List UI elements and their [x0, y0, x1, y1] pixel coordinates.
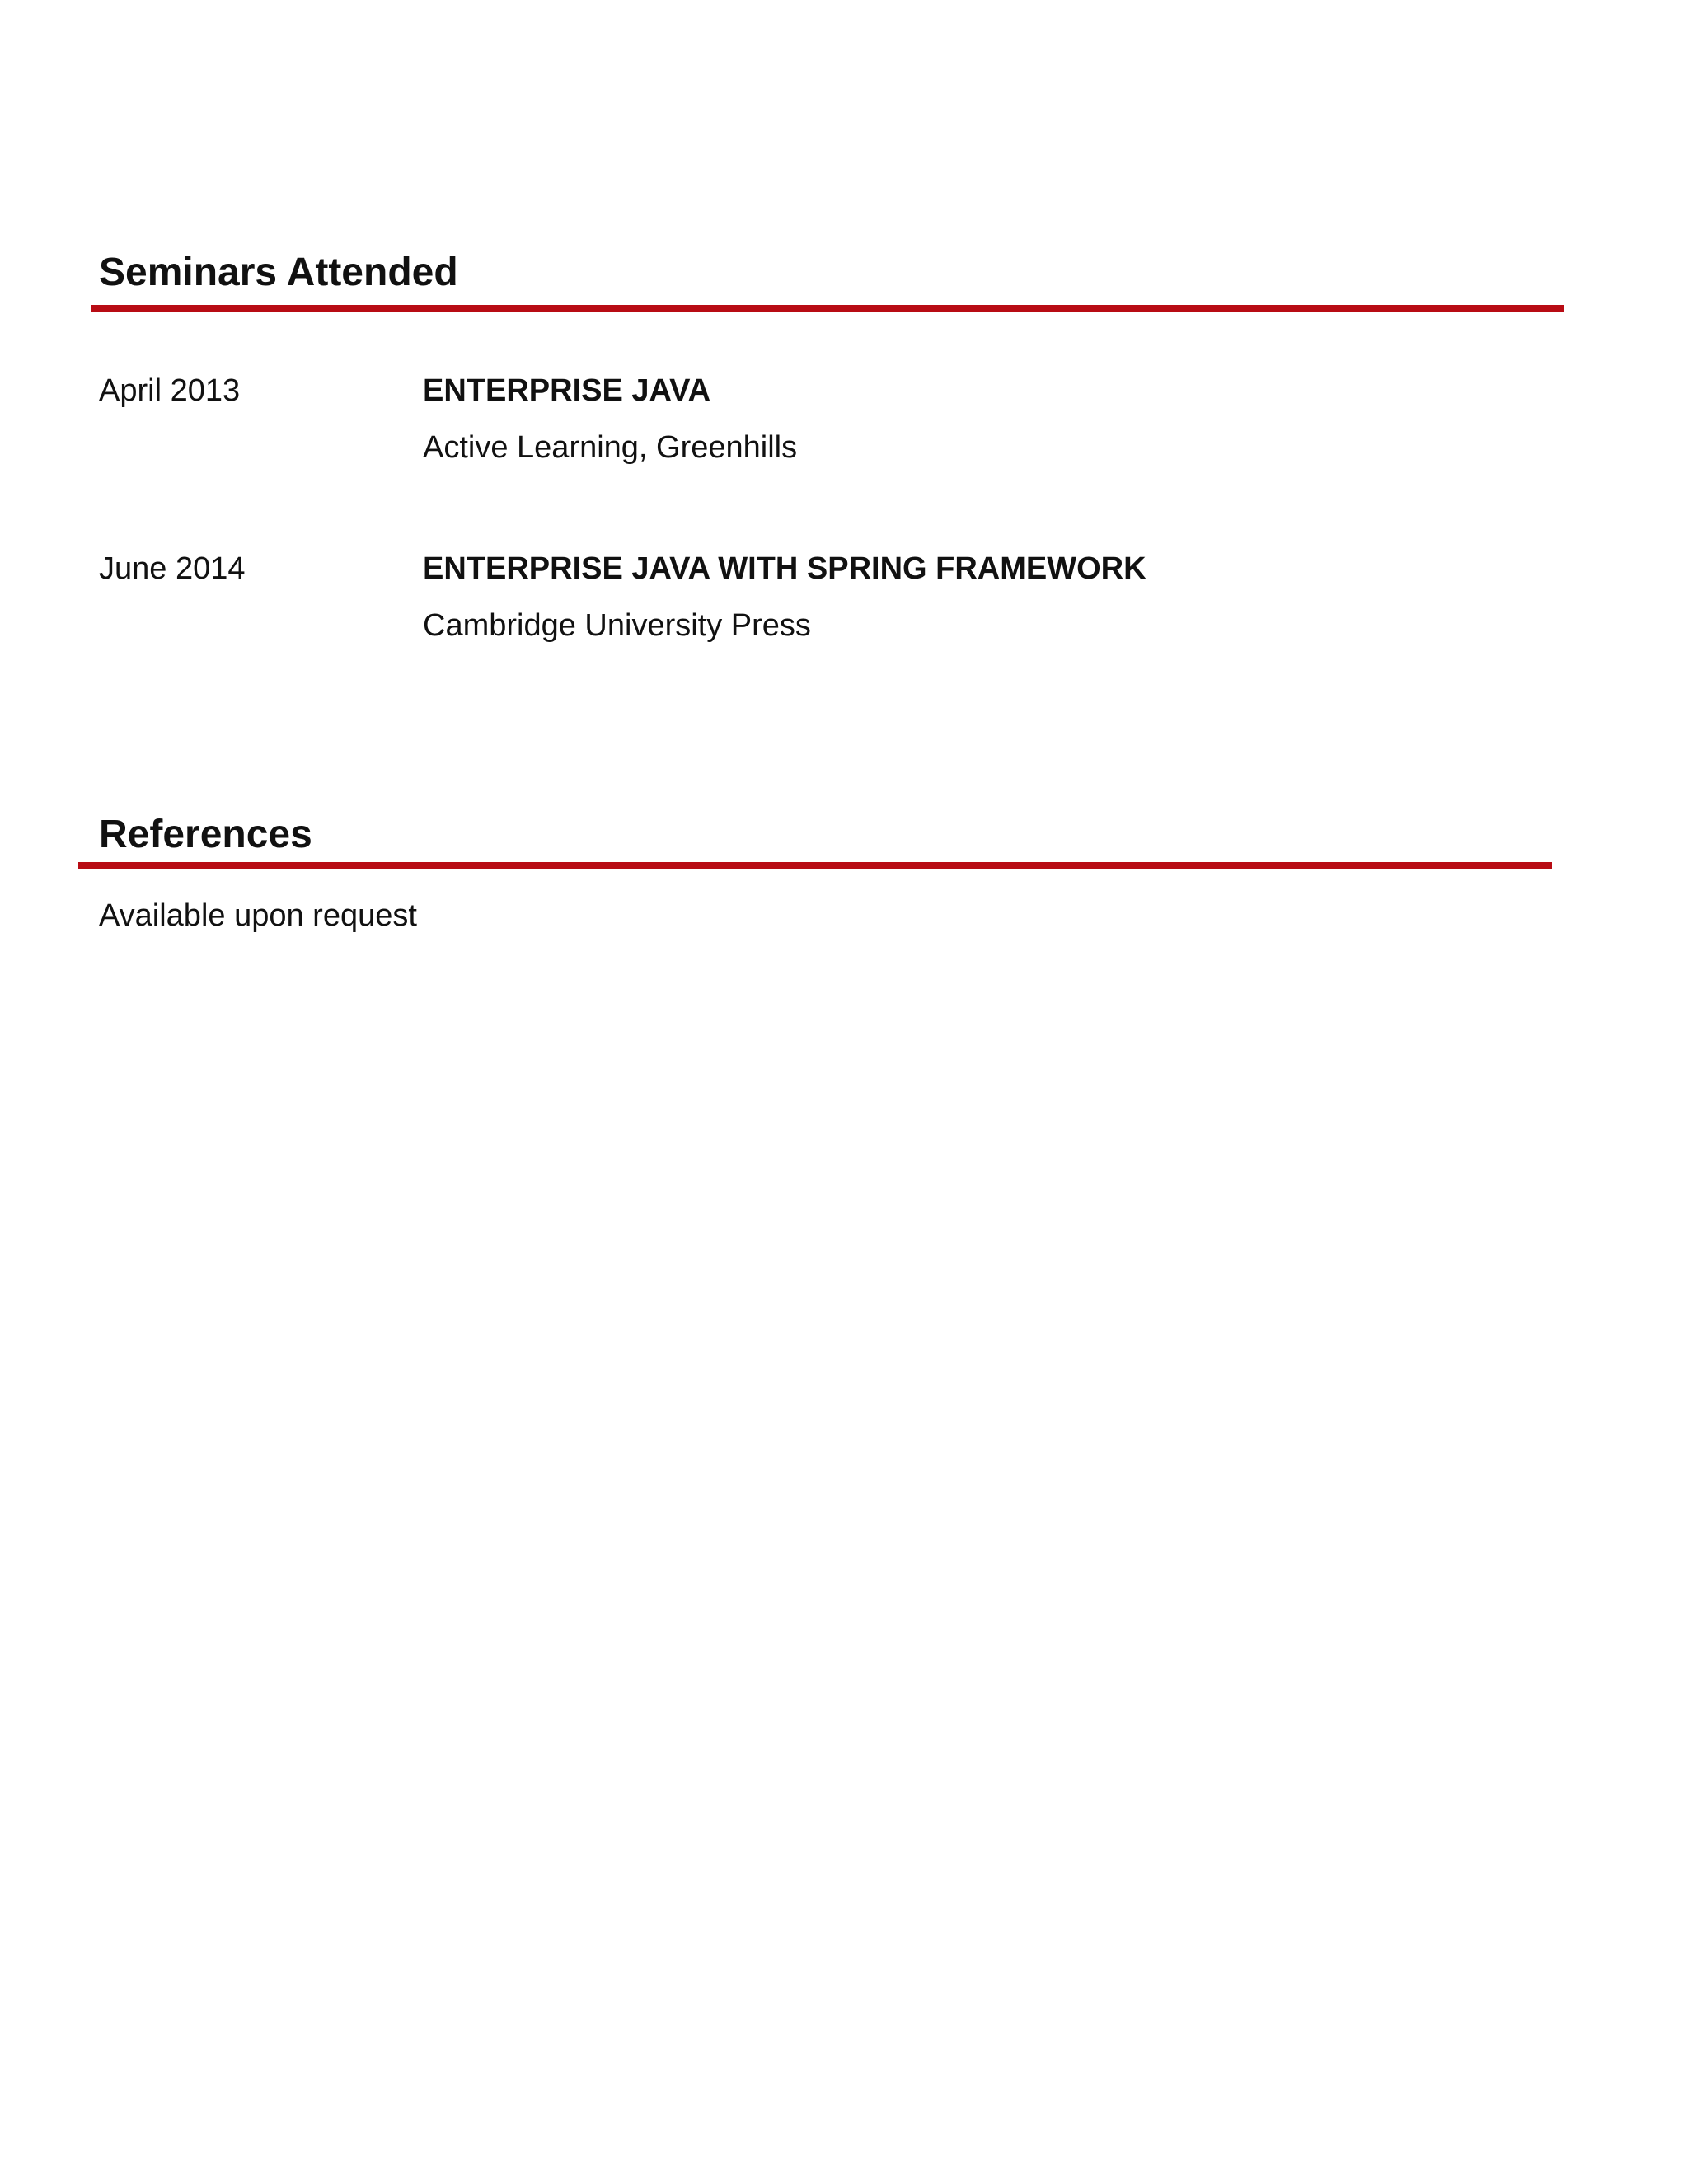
references-text: Available upon request: [99, 898, 417, 933]
seminar-organization: Cambridge University Press: [423, 608, 811, 643]
references-divider: [78, 862, 1552, 869]
seminar-organization: Active Learning, Greenhills: [423, 430, 798, 465]
references-heading: References: [99, 813, 312, 856]
seminars-divider: [91, 305, 1564, 312]
seminar-title: ENTERPRISE JAVA WITH SPRING FRAMEWORK: [423, 551, 1146, 586]
seminar-date: April 2013: [99, 373, 241, 408]
seminar-date: June 2014: [99, 551, 246, 586]
seminar-title: ENTERPRISE JAVA: [423, 373, 711, 408]
seminars-heading: Seminars Attended: [99, 251, 458, 294]
